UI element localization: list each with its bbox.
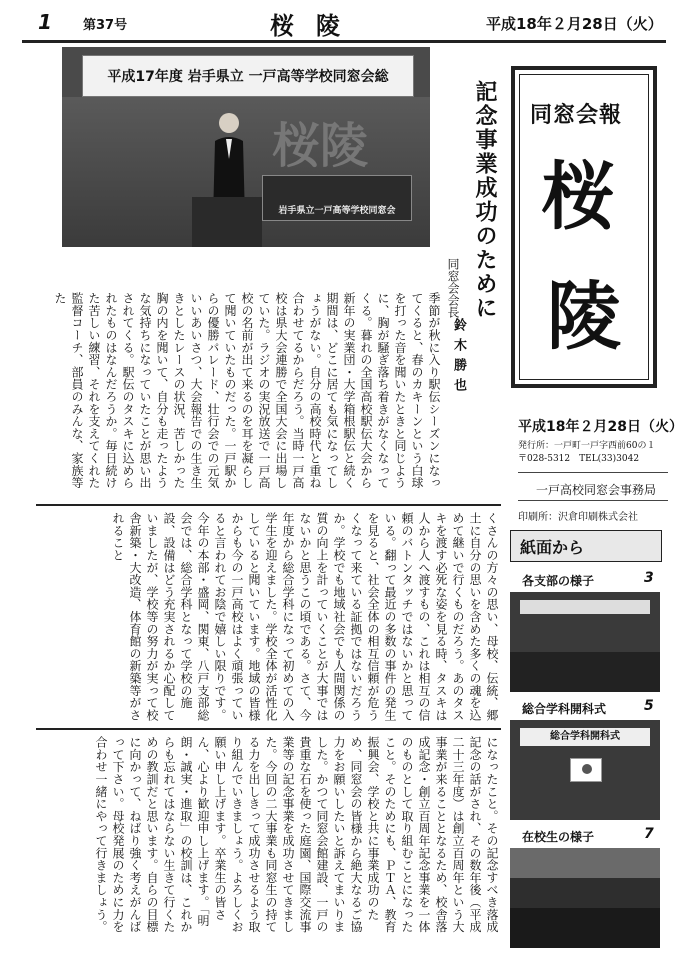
- contents-item-label: 各支部の様子: [522, 574, 595, 588]
- address-line-1: 発行所：一戸町一戸字西前60の１: [518, 441, 656, 451]
- author-role: 同窓会会長: [446, 258, 460, 318]
- masthead-char-2: 陵: [547, 274, 621, 360]
- header-title: 桜陵: [270, 11, 362, 40]
- article-text-lower: くさんの方々の思い、母校、伝統、郷土に自分の思いを含めた多くの魂を込めて継いで行くものだろう。あのタスキを渡す必死な姿を見る時、タスキは人から人へ渡すもの、これは相互の信頼のバトンタッチではないかと思っている。翻って最近の多数の事件の発生を見ると、社会全体の相互信頼が危うくなって来ている証拠ではないだろうか。学校でも地域社会でも人間関係の質の向上を計っていくことが大事ではないかと思うこの頃である。さて、今年度から総合学科になって初めての入学生を迎えました。学校全体が活性化していると聞いています。地域の皆様からも今の一戸高校はよく頑張っていると言われてお陰で嬉しい限りです。今年の本部・盛岡、関東、八戸支部総会では、総合学科となって学校の施設、設備はどう充実されるか心配していましたが、学校等の努力が実って校舎新築・大改造、体育館の新築等がされること: [111, 512, 499, 722]
- masthead-subtitle: 同窓会報: [530, 102, 623, 128]
- publisher-address: [518, 440, 655, 466]
- article-text-upper: 季節が秋に入り駅伝シーズンになってくると、春のカキーンという白球を打った音を聞いたときと同じように、胸が騒ぎ落ち着きがなくなってくる。暮れの全国高校駅伝大会から新年の実業団・大学箱根駅伝と続く期間は、どこに居ても気になってしょうがない。自分の高校時代と重ね合わせてるからだろう。当時一戸高校は県大会連勝で全国大会に出場していた。ラジオの実況放送で一戸高校の名前が出て来るのを耳を凝らして聞いていたものだった。一戸駅からの優勝パレード、壮行会での元気いいあいさつ、大会報告での生き生きとしたレースの状況、苦しかった胸の内を聞いて、自分も走ったような気持ちになっていたことが思い出されてくる。駅伝のタスキに込められたものはなんだろうか。毎日続けた苦しい練習、それを支えてくれた監督コーチ、部員のみんな、家族等た: [53, 292, 441, 489]
- publisher-divider-2: [518, 500, 668, 501]
- masthead-char-1: 桜: [541, 154, 615, 240]
- page-number: 1: [38, 10, 52, 34]
- contents-item-label: 在校生の様子: [522, 830, 595, 844]
- column-rule: [36, 504, 501, 506]
- student-crowd: [510, 908, 660, 948]
- lectern: [192, 197, 262, 247]
- issue-number: 第37号: [83, 18, 128, 33]
- contents-item-page: 3: [644, 570, 654, 586]
- article-text-continued: になったこと。その記念すべき落成記念の話がされ、その数年後（平成二十三年度）は創立百周年という大事業が来ることとなるため、校舎落成記念・創立百周年記念事業を一体のものとして取り組むことになったこと。そのためにも、ＰＴＡ、教育振興会、学校と共に事業成功のため、同窓会の皆様から絶大なるご協力をお願いしたいと訴えてまいりました。かつて同窓会館建設、一戸の貴重な石を使った庭園、国際交流事業等の記念事業を成功させてきました。今回の二大事業も同窓生の持てる力を出しきって成功させるよう取り組んでいきましょう。よろしくお願い申し上げます。卒業生の皆さん、心より歓迎申し上げます。「明朗・誠実・進取」の校訓は、これからも忘れてはならない生きて行くための教訓だと思います。自らの目標に向かって、ねばり強く考えがんばって下さい。母校発展のために力を合わせ一緒にやって行きましょう。: [94, 736, 499, 933]
- branch-photo: [510, 592, 660, 692]
- stage-text: 桜陵: [272, 118, 369, 174]
- ceremony-photo: [62, 47, 430, 247]
- address-line-2: 〒028-5312 TEL(33)3042: [518, 454, 640, 464]
- podium-sign: 岩手県立一戸高等学校同窓会: [262, 175, 412, 221]
- article-headline: 記念事業成功のために: [472, 80, 498, 320]
- flag-emblem: [582, 764, 592, 774]
- page-header: [0, 0, 688, 40]
- audience: [510, 652, 660, 692]
- contents-title: 紙面から: [520, 538, 585, 557]
- branch-banner: [520, 600, 650, 614]
- printer-name: 印刷所：沢倉印刷株式会社: [518, 512, 638, 523]
- ceremony-thumb: [510, 720, 660, 820]
- contents-item-label: 総合学科開科式: [522, 702, 607, 716]
- column-rule-2: [36, 728, 501, 730]
- publisher-divider: [518, 472, 668, 473]
- author-name: 鈴木勝也: [451, 318, 466, 398]
- publish-date: 平成18年２月28日（火）: [518, 419, 683, 435]
- publisher-organization: 一戸高校同窓会事務局: [536, 483, 657, 497]
- contents-item-page: 5: [644, 698, 654, 714]
- ceremony-sign: 総合学科開科式: [520, 728, 650, 746]
- students-photo: [510, 848, 660, 948]
- contents-item-page: 7: [644, 826, 654, 842]
- gym-ceiling: [510, 848, 660, 878]
- photo-banner: 平成17年度 岩手県立 一戸高等学校同窓会総: [82, 55, 414, 97]
- header-rule: [22, 40, 666, 43]
- header-date: 平成18年２月28日（火）: [486, 15, 663, 33]
